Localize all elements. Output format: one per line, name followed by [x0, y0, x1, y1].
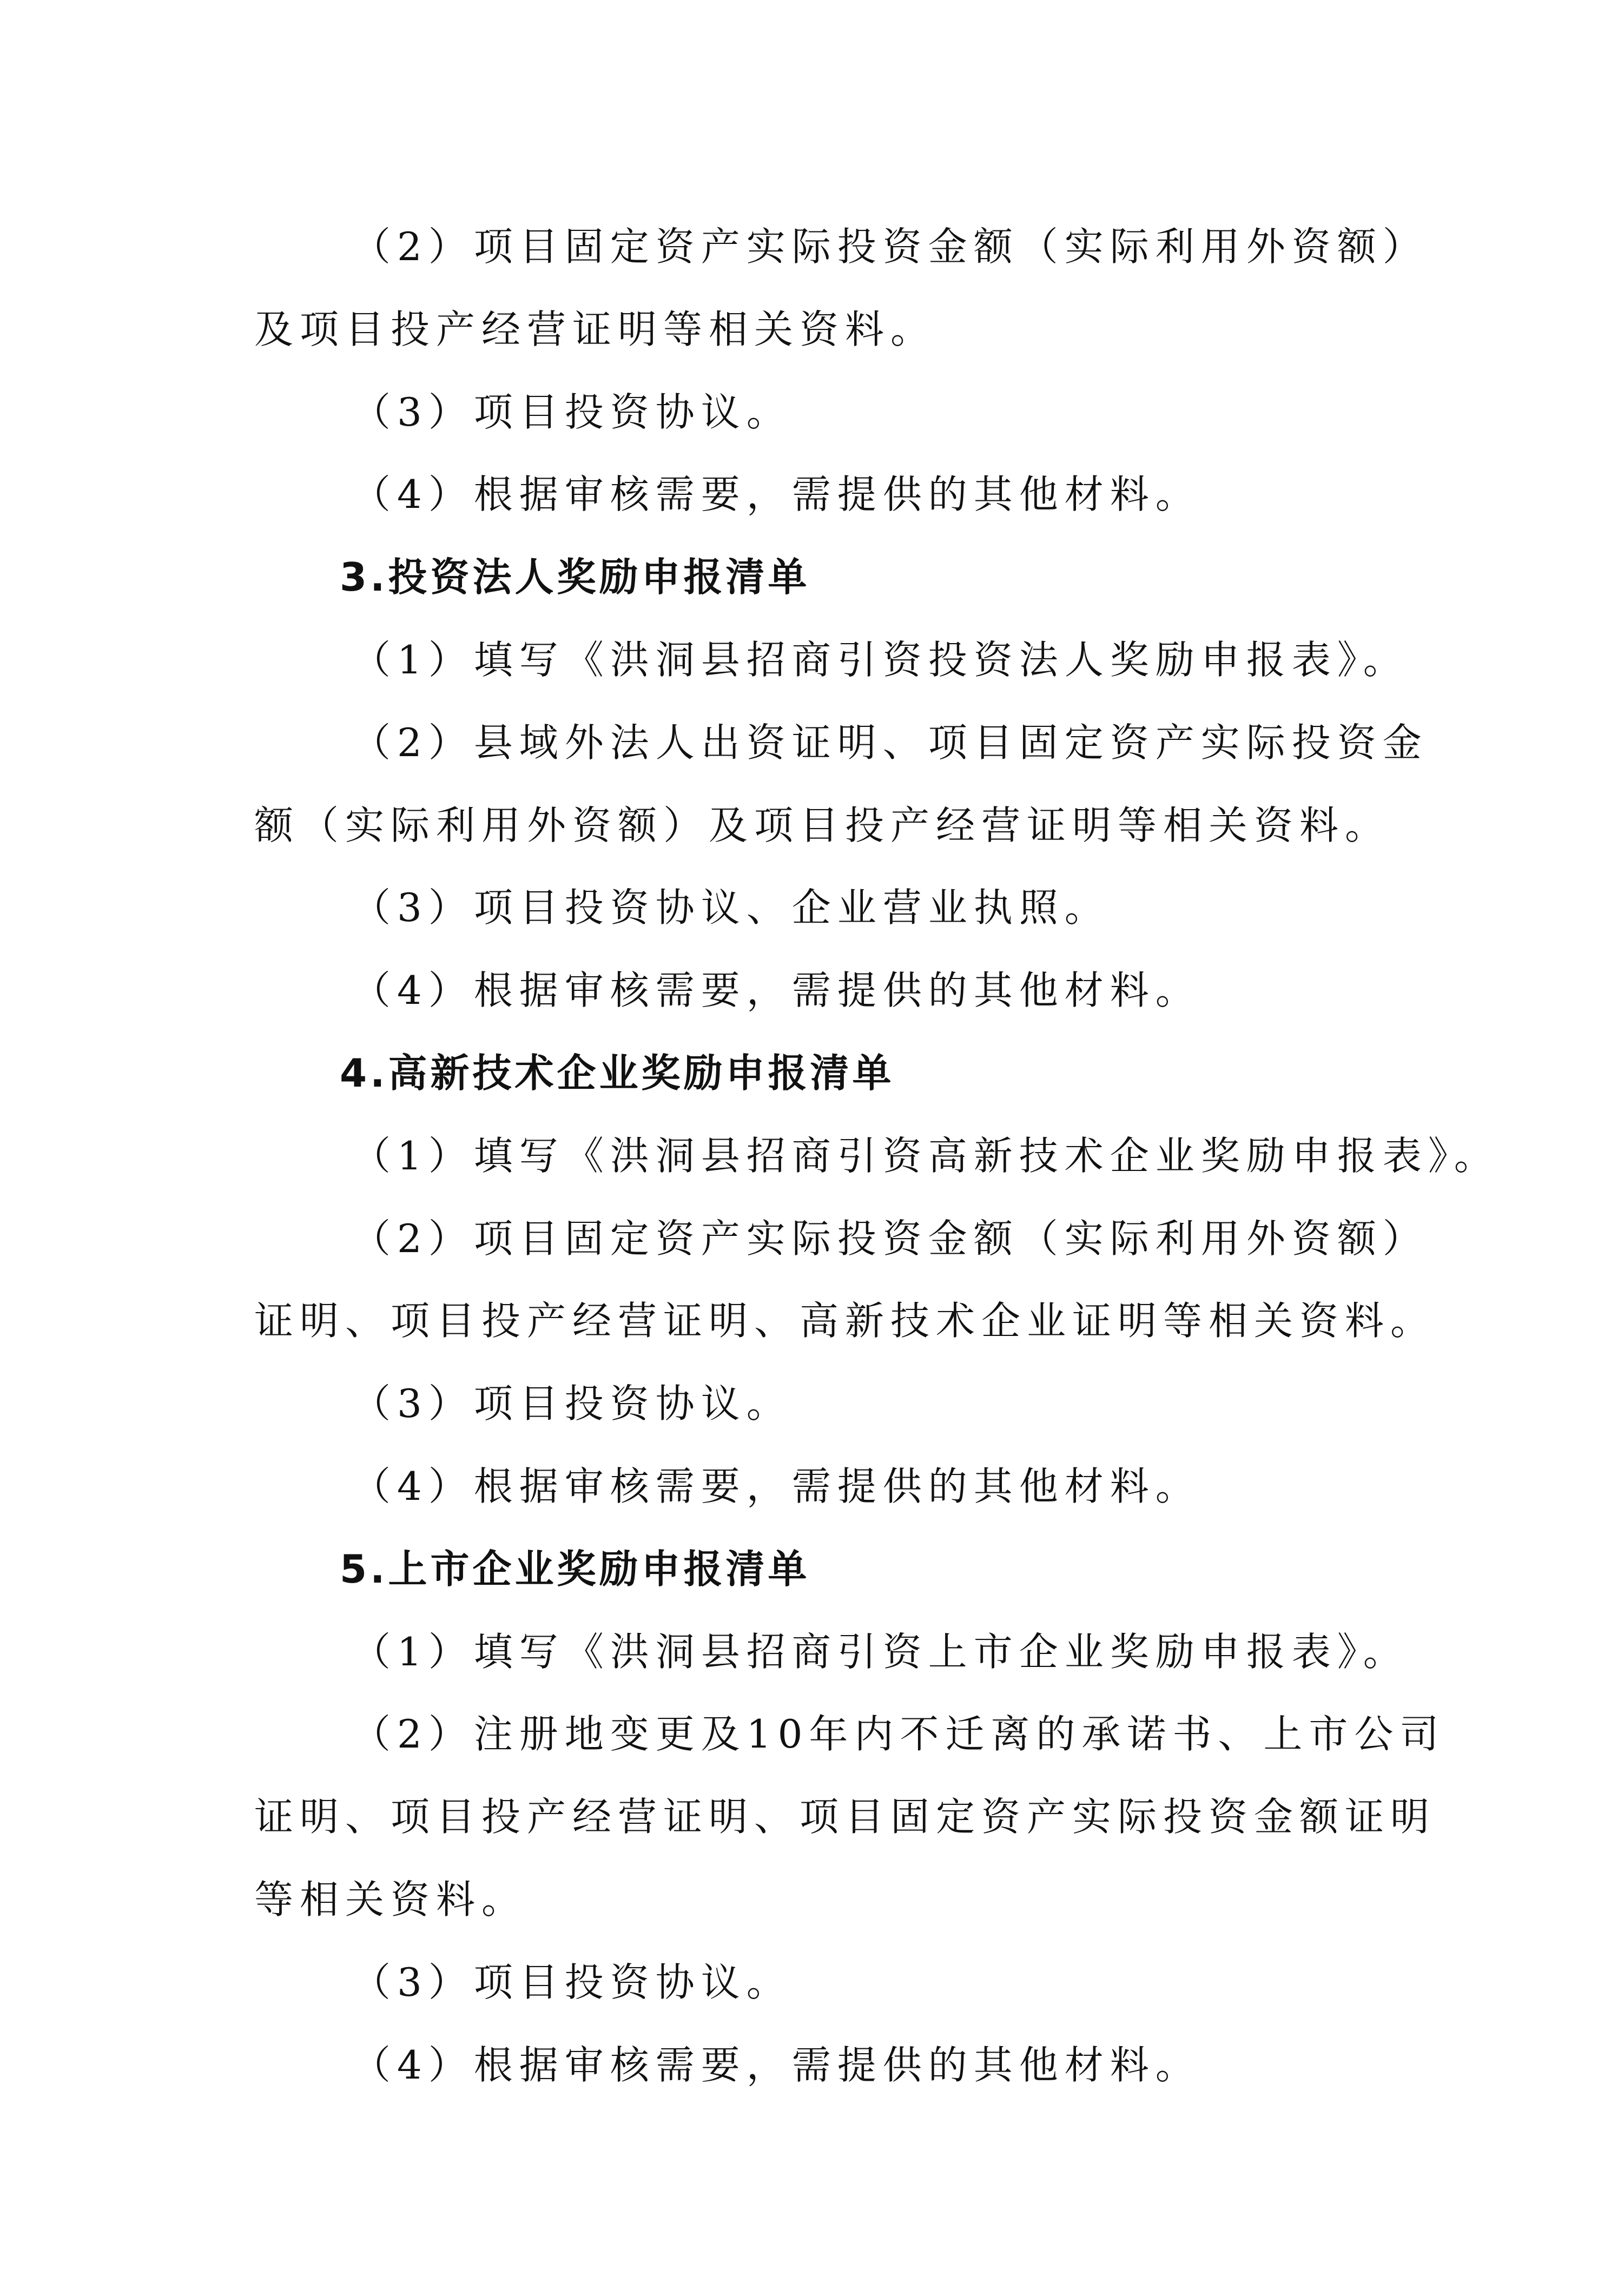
item-line: 证明、项目投产经营证明、项目固定资产实际投资金额证明 [254, 1794, 1436, 1840]
item-line: （2）注册地变更及10年内不迁离的承诺书、上市公司 [352, 1711, 1445, 1757]
item-line: （3）项目投资协议。 [352, 1960, 792, 2005]
item-line: （4）根据审核需要，需提供的其他材料。 [352, 1464, 1201, 1509]
item-line: 额（实际利用外资额）及项目投产经营证明等相关资料。 [254, 803, 1391, 848]
item-line: 等相关资料。 [254, 1877, 527, 1922]
item-line: （4）根据审核需要，需提供的其他材料。 [352, 968, 1201, 1013]
item-line: （2）项目固定资产实际投资金额（实际利用外资额） [352, 1216, 1428, 1261]
item-line: （2）项目固定资产实际投资金额（实际利用外资额） [352, 224, 1428, 269]
item-line: （1）填写《洪洞县招商引资上市企业奖励申报表》。 [352, 1629, 1409, 1675]
section-heading: 3.投资法人奖励申报清单 [340, 554, 810, 600]
item-line: （4）根据审核需要，需提供的其他材料。 [352, 2042, 1201, 2088]
item-line: 证明、项目投产经营证明、高新技术企业证明等相关资料。 [254, 1298, 1436, 1344]
item-line: 及项目投产经营证明等相关资料。 [254, 307, 936, 352]
section-heading: 5.上市企业奖励申报清单 [340, 1546, 810, 1592]
item-line: （2）县域外法人出资证明、项目固定资产实际投资金 [352, 720, 1428, 765]
item-line: （3）项目投资协议。 [352, 389, 792, 435]
item-line: （1）填写《洪洞县招商引资投资法人奖励申报表》。 [352, 637, 1409, 683]
section-heading: 4.高新技术企业奖励申报清单 [340, 1050, 895, 1096]
item-line: （3）项目投资协议。 [352, 1381, 792, 1426]
item-line: （3）项目投资协议、企业营业执照。 [352, 885, 1110, 930]
item-line: （4）根据审核需要，需提供的其他材料。 [352, 472, 1201, 517]
item-line: （1）填写《洪洞县招商引资高新技术企业奖励申报表》。 [352, 1133, 1500, 1179]
